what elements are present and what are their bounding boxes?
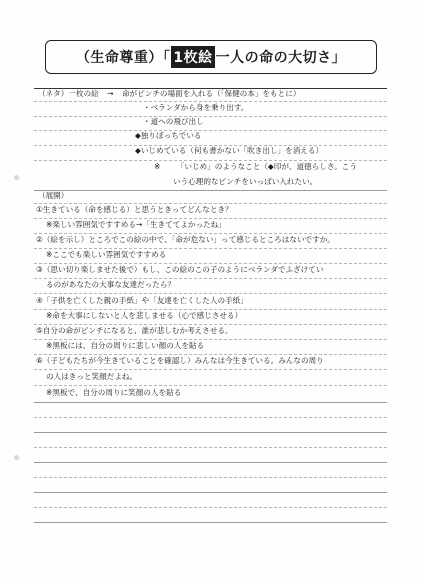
- tenkai-line: ④「子供を亡くした親の手紙」や「友達を亡くした人の手紙」: [36, 296, 248, 305]
- neta-desc: 命がピンチの場面を入れる（「保健の本」をもとに）: [121, 89, 301, 98]
- neta-item: ◆いじめている（何も書かない「吹き出し」を消える）: [135, 146, 324, 155]
- neta-item: ・道への飛び出し: [143, 117, 204, 126]
- title-box: [45, 40, 377, 74]
- tenkai-heading: （展開）: [38, 191, 69, 200]
- row-divider: [34, 339, 387, 340]
- tenkai-line: ⑥（子どもたちが今生きていることを確認し）みんなは今生きている。みんなの周り: [36, 356, 324, 365]
- title-highlight: 1枚絵: [171, 46, 214, 68]
- neta-note-line2: いう心理的なピンチをいっぱい入れたい。: [173, 177, 318, 186]
- section-rule: [34, 190, 387, 191]
- tenkai-line: ※黒板には、自分の周りに悲しい顔の人を貼る: [46, 341, 205, 350]
- blank-rule: [34, 417, 387, 418]
- row-divider: [34, 354, 387, 355]
- blank-rule: [34, 402, 387, 403]
- tenkai-line: ③（思い切り楽しませた後で）もし、この絵のこの子のようにベランダでふざけてい: [36, 265, 324, 274]
- row-divider: [34, 233, 387, 234]
- title-part2: 一人の命の大切さ」: [215, 50, 347, 66]
- tenkai-line: ①生きている（命を感じる）と思うときってどんなとき？: [36, 205, 233, 214]
- row-divider: [34, 203, 387, 204]
- blank-rule: [34, 477, 387, 478]
- punch-hole: [14, 455, 19, 460]
- note-mark: ※: [154, 162, 161, 171]
- blank-rule: [34, 432, 387, 433]
- blank-rule: [34, 447, 387, 448]
- row-divider: [34, 130, 387, 131]
- row-divider: [34, 101, 387, 102]
- tenkai-line: ※命を大事にしないと人を悲しませる（心で感じさせる）: [46, 311, 243, 320]
- row-divider: [34, 324, 387, 325]
- neta-line: [38, 89, 300, 99]
- neta-label: （ネタ）一枚の絵: [38, 89, 99, 98]
- tenkai-line: の人はきっと笑顔だよね。: [46, 372, 138, 381]
- tenkai-line: るのがあなたの大事な友達だったら？: [46, 280, 176, 289]
- row-divider: [34, 116, 387, 117]
- blank-rule: [34, 462, 387, 463]
- neta-item: ・ベランダから身を乗り出す。: [143, 103, 249, 112]
- arrow-icon: →: [107, 89, 114, 98]
- note-line1: 「いじめ」のようなこと（◆印が、道徳らしさ。こう: [176, 162, 357, 171]
- row-divider: [34, 218, 387, 219]
- row-divider: [34, 278, 387, 279]
- tenkai-line: ②（絵を示し）ところでこの絵の中で、「命が危ない」って感じるところはないですか。: [36, 235, 335, 244]
- row-divider: [34, 293, 387, 294]
- row-divider: [34, 263, 387, 264]
- row-divider: [34, 309, 387, 310]
- punch-hole: [14, 175, 19, 180]
- neta-note: [154, 162, 357, 172]
- tenkai-line: ※ここでも楽しい雰囲気ですすめる: [46, 250, 167, 259]
- tenkai-line: ⑤自分の命がピンチになると、誰が悲しむか考えさせる。: [36, 326, 233, 335]
- neta-item: ◆独りぼっちでいる: [135, 131, 202, 140]
- blank-rule: [34, 507, 387, 508]
- row-divider: [34, 385, 387, 386]
- blank-rule: [34, 522, 387, 523]
- blank-rule: [34, 492, 387, 493]
- tenkai-line: ※黒板で、自分の周りに笑顔の人を貼る: [46, 388, 182, 397]
- row-divider: [34, 369, 387, 370]
- tenkai-line: ※楽しい雰囲気ですすめる→「生きててよかったね」: [46, 220, 226, 229]
- row-divider: [34, 160, 387, 161]
- row-divider: [34, 248, 387, 249]
- title-part1: （生命尊重）「: [75, 50, 171, 66]
